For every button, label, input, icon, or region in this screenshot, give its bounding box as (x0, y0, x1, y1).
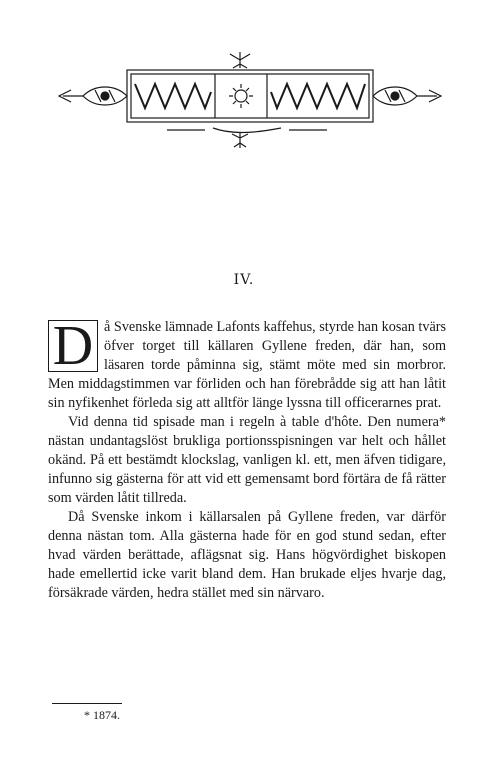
header-ornament (55, 50, 445, 150)
sprig-top-icon (230, 52, 250, 68)
chapter-heading: IV. (233, 272, 255, 288)
left-scroll-icon (59, 87, 127, 105)
drop-cap: D (48, 320, 98, 372)
body-text (48, 315, 446, 603)
footnote: * 1874. (84, 708, 120, 722)
right-scroll-icon (373, 87, 441, 105)
sun-icon (229, 84, 253, 108)
footnote-rule (52, 703, 122, 704)
paragraph-1: å Svenske lämnade Lafonts kaffehus, styrde han kosan tvärs öfver torget till källaren Gyllene freden, där han, som läsaren torde påminna sig, stämt möte med sin morbror. Men middagstimmen var förliden och han förebrådde sig att han låtit sin nyfikenhet förleda sig att alltför länge lyssna till officerarnes prat. (48, 319, 446, 411)
bottom-sprig-icon (232, 132, 248, 148)
paragraph-3: Då Svenske inkom i källarsalen på Gyllene freden, var därför denna nästan tom. Alla gästerna hade för en god stund sedan, efter hvad värden berättade, aflägsnat sig. Hans högvördighet biskopen hade emellertid icke varit bland dem. Han brukade eljes hvarje dag, försäkrade värden, hedra stället med sin närvaro. (48, 509, 446, 601)
paragraph-2: Vid denna tid spisade man i regeln à table d'hôte. Den numera* nästan undantagslöst brukliga portionsspisningen var helt och hållet okänd. På ett bestämdt klockslag, vanligen kl. ett, men äfven tidigare, infunno sig gästerna för att vid ett gemensamt bord förtära de få rätter som värden låtit tillreda. (48, 414, 446, 506)
